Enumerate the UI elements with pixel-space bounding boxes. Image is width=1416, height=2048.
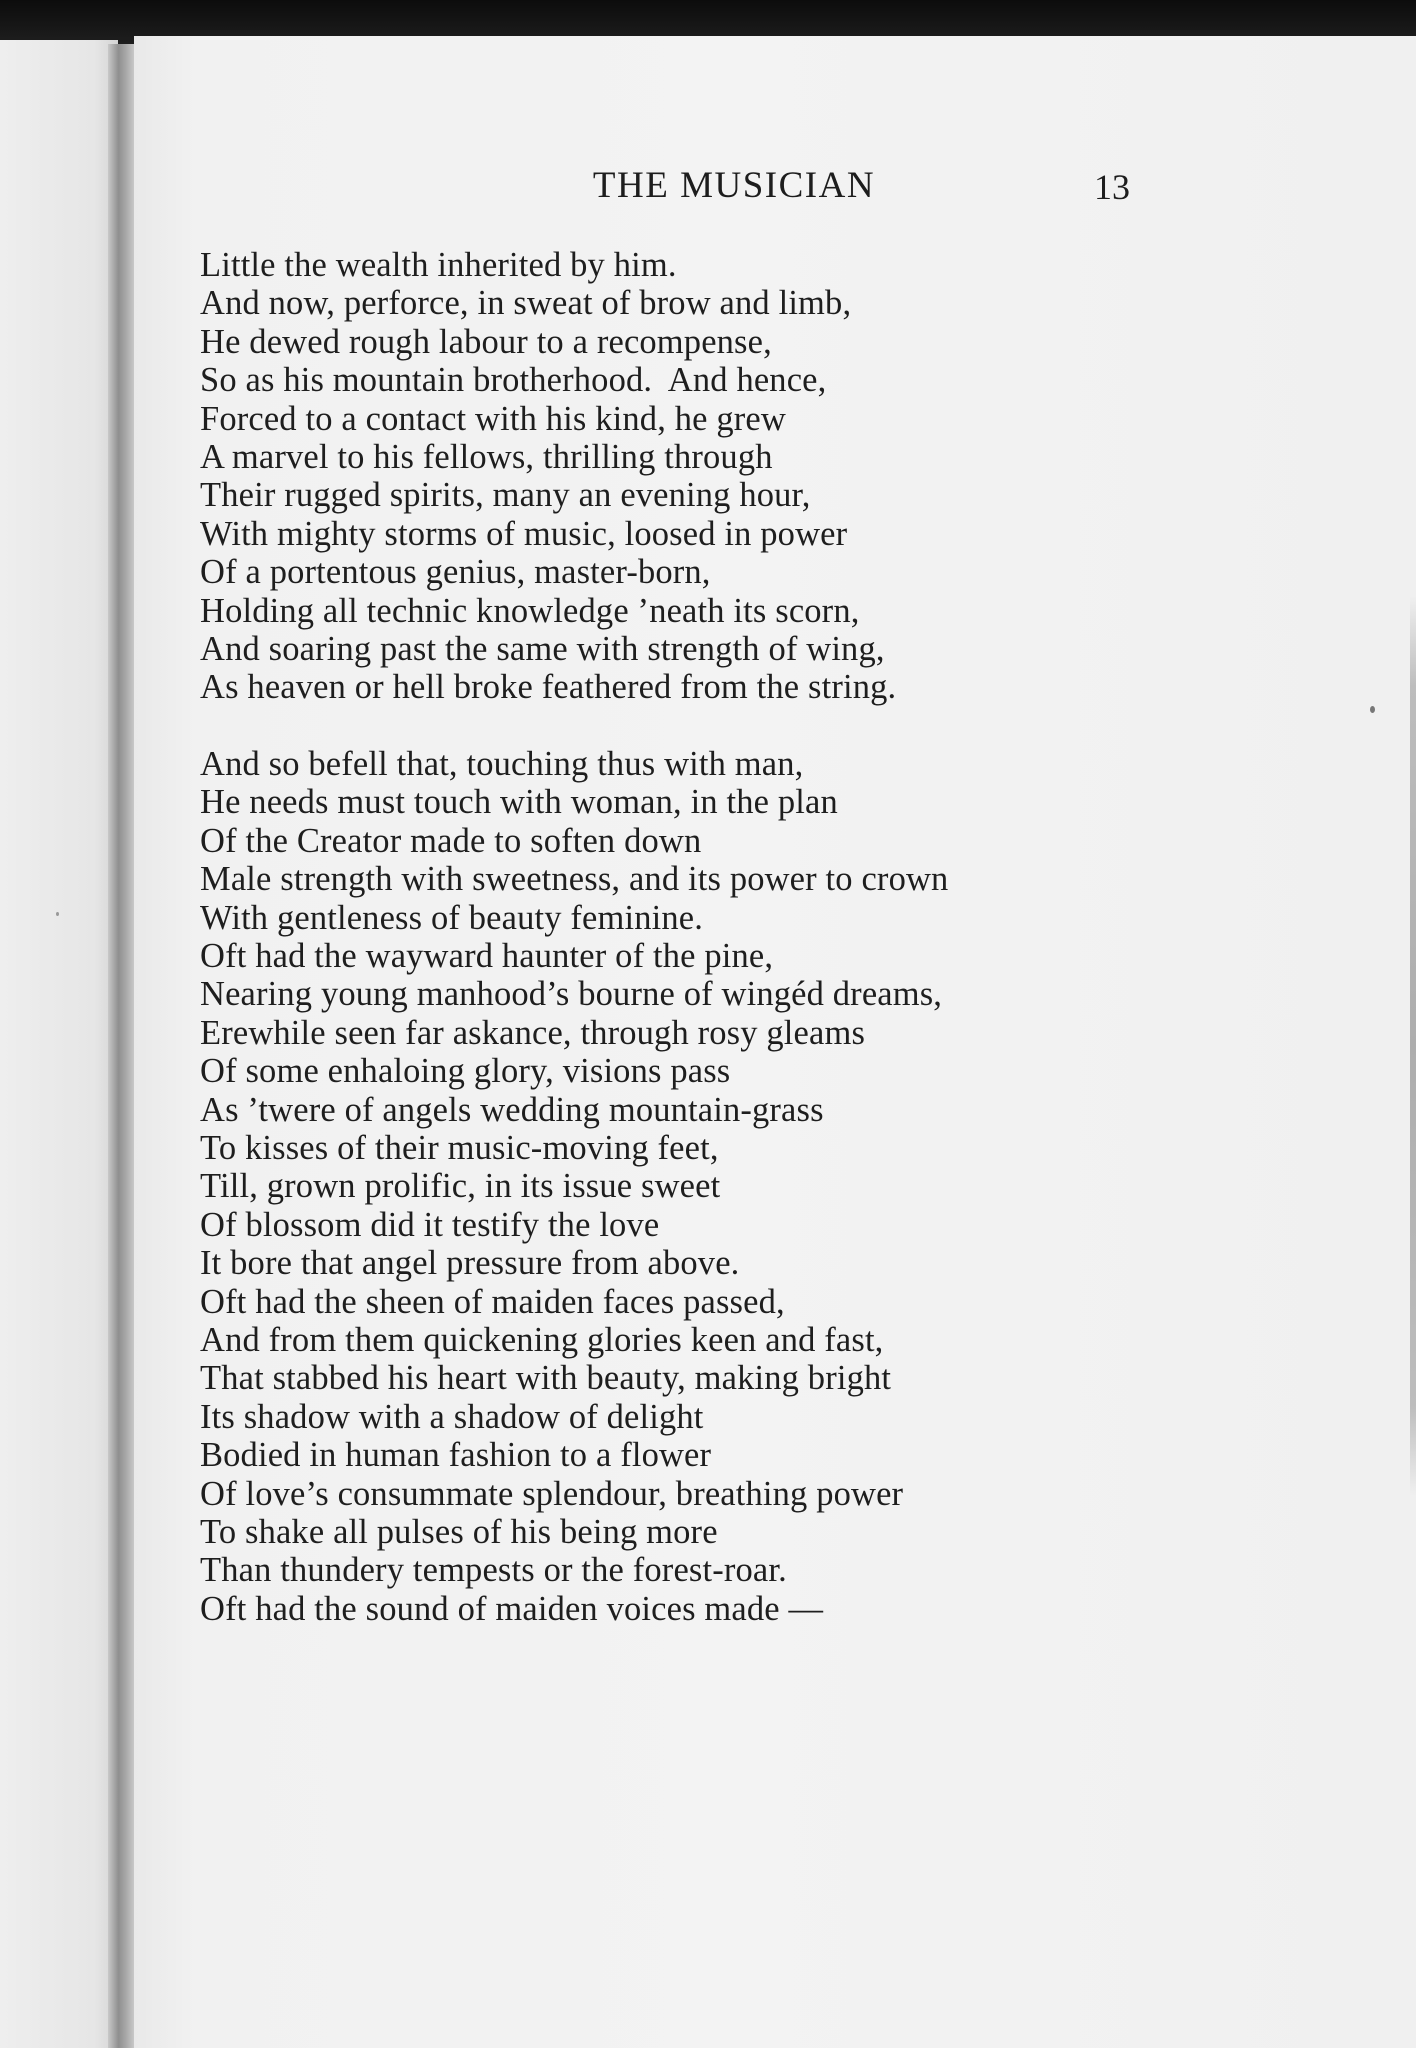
poem-line: Forced to a contact with his kind, he grew [200,399,786,438]
poem-line: He dewed rough labour to a recompense, [200,322,772,361]
poem-line: Of blossom did it testify the love [200,1205,660,1244]
poem-line: And now, perforce, in sweat of brow and limb, [200,284,852,323]
poem-line: Till, grown prolific, in its issue sweet [200,1167,721,1206]
poem-line: Its shadow with a shadow of delight [200,1397,704,1436]
scan-speck [1370,706,1375,713]
poem-line: Of some enhaloing glory, visions pass [200,1052,731,1091]
poem-line: And from them quickening glories keen and fast, [200,1320,884,1359]
poem-line: Bodied in human fashion to a flower [200,1436,712,1475]
poem-line: And soaring past the same with strength of wing, [200,630,885,669]
poem-line: And so befell that, touching thus with man, [200,744,804,783]
stanza [200,246,1260,707]
poem-line: That stabbed his heart with beauty, making bright [200,1359,892,1398]
poem-line: Of love’s consummate splendour, breathing power [200,1474,904,1513]
book-page [134,36,1416,2048]
poem-line: To shake all pulses of his being more [200,1513,718,1551]
stanza [200,745,1260,1628]
poem-line: Their rugged spirits, many an evening hour, [200,476,811,515]
running-head [134,156,1416,216]
scan-speck [56,912,59,916]
poem-line: As ’twere of angels wedding mountain-grass [200,1090,824,1129]
running-title: THE MUSICIAN [592,165,876,206]
poem-line: Erewhile seen far askance, through rosy gleams [200,1013,866,1052]
poem-line: He needs must touch with woman, in the plan [200,783,838,822]
page-number: 13 [1094,167,1130,207]
poem-line: So as his mountain brotherhood. And hence, [200,361,827,400]
poem-line: Oft had the sound of maiden voices made — [200,1589,824,1628]
poem-line: With gentleness of beauty feminine. [200,898,704,937]
poem-line: Oft had the sheen of maiden faces passed, [200,1282,785,1321]
poem-line: With mighty storms of music, loosed in power [200,514,848,553]
poem-line: Nearing young manhood’s bourne of wingéd dreams, [200,975,943,1014]
poem-line: To kisses of their music-moving feet, [200,1128,719,1167]
poem-line: Male strength with sweetness, and its power to crown [200,860,949,899]
poem-line: Little the wealth inherited by him. [200,246,677,284]
poem-line: As heaven or hell broke feathered from the string. [200,668,897,707]
poem-line: Of a portentous genius, master-born, [200,553,711,592]
poem-line: Than thundery tempests or the forest-roar. [200,1551,787,1590]
poem-line: A marvel to his fellows, thrilling through [200,438,773,477]
page-edge-shadow [1410,596,1416,1496]
poem-line: It bore that angel pressure from above. [200,1244,740,1283]
poem-line: Of the Creator made to soften down [200,821,702,860]
poem-line: Oft had the wayward haunter of the pine, [200,936,774,975]
facing-page-edge [0,40,118,2048]
poem-body [200,246,1260,1628]
poem-line: Holding all technic knowledge ’neath its scorn, [200,591,860,630]
